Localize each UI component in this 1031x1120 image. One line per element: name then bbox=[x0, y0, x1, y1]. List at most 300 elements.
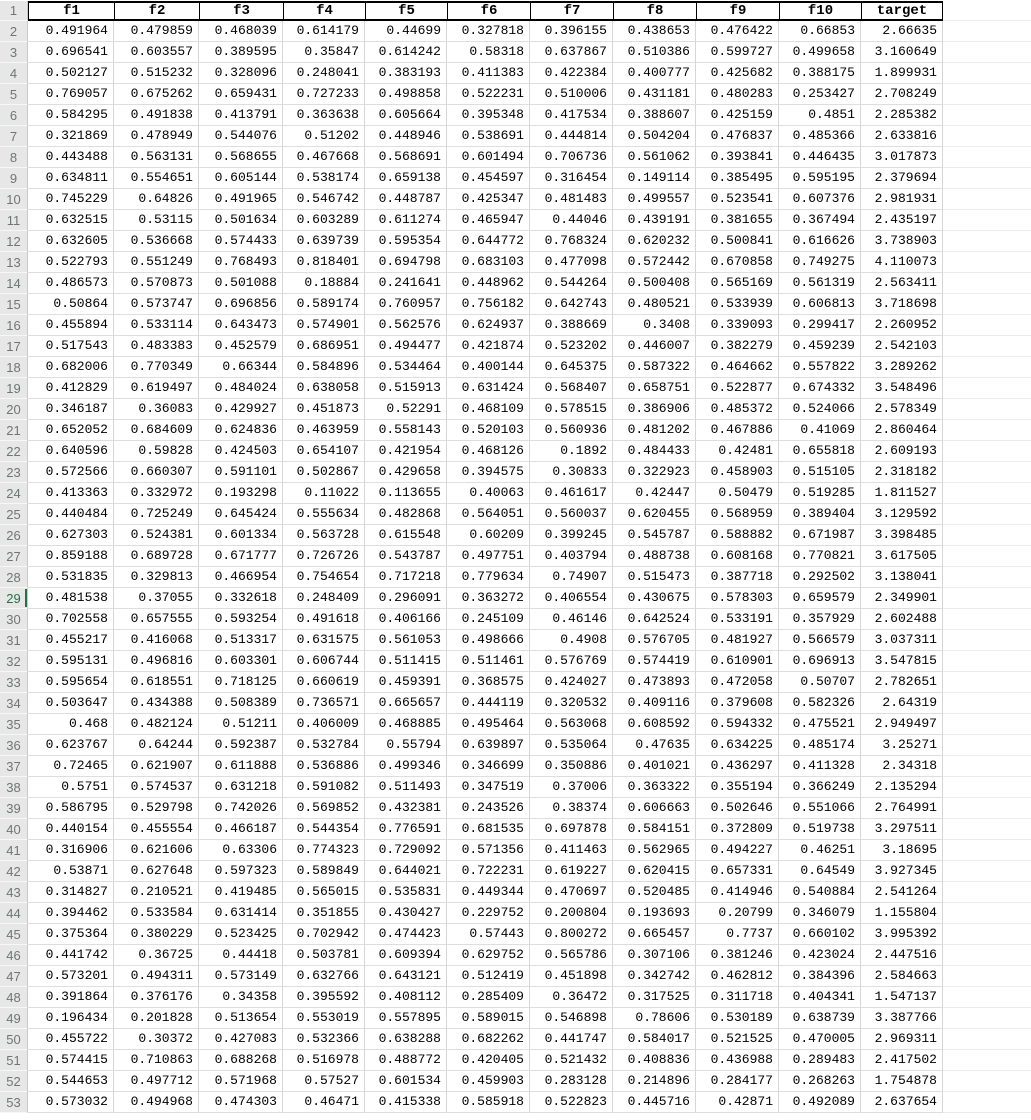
cell-target-row29[interactable]: 2.349901 bbox=[861, 588, 943, 609]
cell-f5-row35[interactable]: 0.468885 bbox=[365, 714, 447, 735]
cell-f2-row21[interactable]: 0.684609 bbox=[114, 420, 199, 441]
cell-f9-row36[interactable]: 0.634225 bbox=[696, 735, 779, 756]
cell-f9-row21[interactable]: 0.467886 bbox=[696, 420, 779, 441]
empty-cell[interactable] bbox=[943, 777, 1031, 798]
cell-f5-row10[interactable]: 0.448787 bbox=[365, 189, 447, 210]
row-number-cell[interactable]: 7 bbox=[0, 126, 28, 147]
cell-f7-row21[interactable]: 0.560936 bbox=[530, 420, 613, 441]
cell-f5-row34[interactable]: 0.665657 bbox=[365, 693, 447, 714]
cell-f3-row35[interactable]: 0.51211 bbox=[199, 714, 283, 735]
cell-target-row33[interactable]: 2.782651 bbox=[861, 672, 943, 693]
cell-f2-row12[interactable]: 0.536668 bbox=[114, 231, 199, 252]
cell-target-row46[interactable]: 2.447516 bbox=[861, 945, 943, 966]
cell-f5-row48[interactable]: 0.408112 bbox=[365, 987, 447, 1008]
cell-f7-row15[interactable]: 0.642743 bbox=[530, 294, 613, 315]
empty-cell[interactable] bbox=[943, 273, 1031, 294]
cell-f7-row40[interactable]: 0.697878 bbox=[530, 819, 613, 840]
cell-f3-row49[interactable]: 0.513654 bbox=[199, 1008, 283, 1029]
cell-f2-row27[interactable]: 0.689728 bbox=[114, 546, 199, 567]
row-number-cell[interactable]: 28 bbox=[0, 567, 28, 588]
cell-target-row15[interactable]: 3.718698 bbox=[861, 294, 943, 315]
row-number-cell[interactable]: 1 bbox=[0, 1, 28, 21]
empty-cell[interactable] bbox=[943, 1029, 1031, 1050]
row-number-cell[interactable]: 37 bbox=[0, 756, 28, 777]
cell-f3-row45[interactable]: 0.523425 bbox=[199, 924, 283, 945]
cell-f9-row3[interactable]: 0.599727 bbox=[696, 42, 779, 63]
cell-f6-row24[interactable]: 0.40063 bbox=[447, 483, 530, 504]
cell-f2-row9[interactable]: 0.554651 bbox=[114, 168, 199, 189]
cell-f1-row10[interactable]: 0.745229 bbox=[28, 189, 114, 210]
row-number-cell[interactable]: 47 bbox=[0, 966, 28, 987]
cell-f9-row29[interactable]: 0.578303 bbox=[696, 588, 779, 609]
cell-f7-row47[interactable]: 0.451898 bbox=[530, 966, 613, 987]
cell-f2-row46[interactable]: 0.36725 bbox=[114, 945, 199, 966]
cell-f3-row50[interactable]: 0.427083 bbox=[199, 1029, 283, 1050]
empty-cell[interactable] bbox=[943, 1092, 1031, 1113]
cell-f10-row14[interactable]: 0.561319 bbox=[779, 273, 861, 294]
cell-f8-row28[interactable]: 0.515473 bbox=[613, 567, 696, 588]
cell-f10-row29[interactable]: 0.659579 bbox=[779, 588, 861, 609]
cell-f4-row39[interactable]: 0.569852 bbox=[283, 798, 365, 819]
cell-f8-row41[interactable]: 0.562965 bbox=[613, 840, 696, 861]
cell-f2-row38[interactable]: 0.574537 bbox=[114, 777, 199, 798]
cell-target-row13[interactable]: 4.110073 bbox=[861, 252, 943, 273]
cell-f2-row49[interactable]: 0.201828 bbox=[114, 1008, 199, 1029]
cell-f10-row25[interactable]: 0.389404 bbox=[779, 504, 861, 525]
cell-f1-row45[interactable]: 0.375364 bbox=[28, 924, 114, 945]
row-number-cell[interactable]: 32 bbox=[0, 651, 28, 672]
cell-f6-row51[interactable]: 0.420405 bbox=[447, 1050, 530, 1071]
cell-f7-row45[interactable]: 0.800272 bbox=[530, 924, 613, 945]
cell-f5-row31[interactable]: 0.561053 bbox=[365, 630, 447, 651]
cell-f1-row23[interactable]: 0.572566 bbox=[28, 462, 114, 483]
cell-f10-row18[interactable]: 0.557822 bbox=[779, 357, 861, 378]
cell-f10-row32[interactable]: 0.696913 bbox=[779, 651, 861, 672]
cell-f1-row44[interactable]: 0.394462 bbox=[28, 903, 114, 924]
cell-f7-row2[interactable]: 0.396155 bbox=[530, 21, 613, 42]
cell-f7-row50[interactable]: 0.441747 bbox=[530, 1029, 613, 1050]
cell-f3-row39[interactable]: 0.742026 bbox=[199, 798, 283, 819]
cell-f2-row34[interactable]: 0.434388 bbox=[114, 693, 199, 714]
cell-f3-row41[interactable]: 0.63306 bbox=[199, 840, 283, 861]
row-number-cell[interactable]: 15 bbox=[0, 294, 28, 315]
cell-target-row19[interactable]: 3.548496 bbox=[861, 378, 943, 399]
cell-f10-row19[interactable]: 0.674332 bbox=[779, 378, 861, 399]
cell-f8-row33[interactable]: 0.473893 bbox=[613, 672, 696, 693]
cell-f1-row11[interactable]: 0.632515 bbox=[28, 210, 114, 231]
empty-cell[interactable] bbox=[943, 987, 1031, 1008]
cell-f10-row11[interactable]: 0.367494 bbox=[779, 210, 861, 231]
cell-f3-row7[interactable]: 0.544076 bbox=[199, 126, 283, 147]
cell-f9-row8[interactable]: 0.393841 bbox=[696, 147, 779, 168]
cell-f4-row8[interactable]: 0.467668 bbox=[283, 147, 365, 168]
cell-f5-row22[interactable]: 0.421954 bbox=[365, 441, 447, 462]
cell-f8-row26[interactable]: 0.545787 bbox=[613, 525, 696, 546]
cell-f5-row8[interactable]: 0.568691 bbox=[365, 147, 447, 168]
cell-target-row37[interactable]: 2.34318 bbox=[861, 756, 943, 777]
cell-target-row4[interactable]: 1.899931 bbox=[861, 63, 943, 84]
cell-f10-row42[interactable]: 0.64549 bbox=[779, 861, 861, 882]
cell-f4-row15[interactable]: 0.589174 bbox=[283, 294, 365, 315]
cell-f5-row46[interactable]: 0.609394 bbox=[365, 945, 447, 966]
cell-f2-row51[interactable]: 0.710863 bbox=[114, 1050, 199, 1071]
cell-f3-row8[interactable]: 0.568655 bbox=[199, 147, 283, 168]
cell-f10-row51[interactable]: 0.289483 bbox=[779, 1050, 861, 1071]
cell-f2-row32[interactable]: 0.496816 bbox=[114, 651, 199, 672]
cell-target-row8[interactable]: 3.017873 bbox=[861, 147, 943, 168]
cell-f10-row3[interactable]: 0.499658 bbox=[779, 42, 861, 63]
cell-f10-row5[interactable]: 0.253427 bbox=[779, 84, 861, 105]
cell-f6-row42[interactable]: 0.722231 bbox=[447, 861, 530, 882]
cell-f3-row51[interactable]: 0.688268 bbox=[199, 1050, 283, 1071]
cell-f1-row24[interactable]: 0.413363 bbox=[28, 483, 114, 504]
cell-target-row44[interactable]: 1.155804 bbox=[861, 903, 943, 924]
empty-cell[interactable] bbox=[943, 21, 1031, 42]
cell-f6-row10[interactable]: 0.425347 bbox=[447, 189, 530, 210]
cell-f4-row18[interactable]: 0.584896 bbox=[283, 357, 365, 378]
cell-target-row22[interactable]: 2.609193 bbox=[861, 441, 943, 462]
cell-f9-row32[interactable]: 0.610901 bbox=[696, 651, 779, 672]
cell-f8-row38[interactable]: 0.363322 bbox=[613, 777, 696, 798]
cell-f4-row32[interactable]: 0.606744 bbox=[283, 651, 365, 672]
empty-cell[interactable] bbox=[943, 735, 1031, 756]
cell-f7-row37[interactable]: 0.350886 bbox=[530, 756, 613, 777]
cell-f2-row48[interactable]: 0.376176 bbox=[114, 987, 199, 1008]
cell-f7-row42[interactable]: 0.619227 bbox=[530, 861, 613, 882]
cell-f1-row49[interactable]: 0.196434 bbox=[28, 1008, 114, 1029]
cell-f2-row15[interactable]: 0.573747 bbox=[114, 294, 199, 315]
cell-target-row12[interactable]: 3.738903 bbox=[861, 231, 943, 252]
cell-f9-row49[interactable]: 0.530189 bbox=[696, 1008, 779, 1029]
cell-f3-row27[interactable]: 0.671777 bbox=[199, 546, 283, 567]
cell-f2-row52[interactable]: 0.497712 bbox=[114, 1071, 199, 1092]
empty-cell[interactable] bbox=[943, 420, 1031, 441]
cell-f3-row3[interactable]: 0.389595 bbox=[199, 42, 283, 63]
cell-f3-row12[interactable]: 0.574433 bbox=[199, 231, 283, 252]
row-number-cell[interactable]: 17 bbox=[0, 336, 28, 357]
cell-f3-row16[interactable]: 0.643473 bbox=[199, 315, 283, 336]
empty-cell[interactable] bbox=[943, 651, 1031, 672]
empty-cell[interactable] bbox=[943, 756, 1031, 777]
cell-f9-row35[interactable]: 0.594332 bbox=[696, 714, 779, 735]
empty-cell[interactable] bbox=[943, 567, 1031, 588]
cell-f7-row24[interactable]: 0.461617 bbox=[530, 483, 613, 504]
cell-f5-row6[interactable]: 0.605664 bbox=[365, 105, 447, 126]
cell-f5-row26[interactable]: 0.615548 bbox=[365, 525, 447, 546]
cell-f5-row42[interactable]: 0.644021 bbox=[365, 861, 447, 882]
cell-f4-row17[interactable]: 0.686951 bbox=[283, 336, 365, 357]
row-number-cell[interactable]: 26 bbox=[0, 525, 28, 546]
cell-f6-row4[interactable]: 0.411383 bbox=[447, 63, 530, 84]
cell-f10-row39[interactable]: 0.551066 bbox=[779, 798, 861, 819]
cell-f6-row43[interactable]: 0.449344 bbox=[447, 882, 530, 903]
empty-cell[interactable] bbox=[943, 609, 1031, 630]
row-number-cell[interactable]: 4 bbox=[0, 63, 28, 84]
cell-f10-row37[interactable]: 0.411328 bbox=[779, 756, 861, 777]
cell-f8-row43[interactable]: 0.520485 bbox=[613, 882, 696, 903]
cell-f6-row31[interactable]: 0.498666 bbox=[447, 630, 530, 651]
cell-f7-row41[interactable]: 0.411463 bbox=[530, 840, 613, 861]
cell-f9-row17[interactable]: 0.382279 bbox=[696, 336, 779, 357]
cell-f10-row21[interactable]: 0.41069 bbox=[779, 420, 861, 441]
cell-f9-row33[interactable]: 0.472058 bbox=[696, 672, 779, 693]
empty-cell[interactable] bbox=[943, 378, 1031, 399]
cell-f10-row26[interactable]: 0.671987 bbox=[779, 525, 861, 546]
cell-f3-row46[interactable]: 0.44418 bbox=[199, 945, 283, 966]
cell-f6-row5[interactable]: 0.522231 bbox=[447, 84, 530, 105]
cell-f6-row20[interactable]: 0.468109 bbox=[447, 399, 530, 420]
cell-target-row34[interactable]: 2.64319 bbox=[861, 693, 943, 714]
cell-f4-row23[interactable]: 0.502867 bbox=[283, 462, 365, 483]
cell-target-row5[interactable]: 2.708249 bbox=[861, 84, 943, 105]
row-number-cell[interactable]: 31 bbox=[0, 630, 28, 651]
cell-f10-row16[interactable]: 0.299417 bbox=[779, 315, 861, 336]
cell-f8-row5[interactable]: 0.431181 bbox=[613, 84, 696, 105]
empty-cell[interactable] bbox=[943, 903, 1031, 924]
cell-f10-row28[interactable]: 0.292502 bbox=[779, 567, 861, 588]
empty-cell[interactable] bbox=[943, 336, 1031, 357]
cell-f1-row50[interactable]: 0.455722 bbox=[28, 1029, 114, 1050]
cell-f8-row16[interactable]: 0.3408 bbox=[613, 315, 696, 336]
row-number-cell[interactable]: 13 bbox=[0, 252, 28, 273]
empty-cell[interactable] bbox=[943, 1, 1031, 21]
cell-f5-row4[interactable]: 0.383193 bbox=[365, 63, 447, 84]
cell-target-row31[interactable]: 3.037311 bbox=[861, 630, 943, 651]
cell-f8-row47[interactable]: 0.342742 bbox=[613, 966, 696, 987]
cell-f5-row13[interactable]: 0.694798 bbox=[365, 252, 447, 273]
cell-f6-row9[interactable]: 0.454597 bbox=[447, 168, 530, 189]
cell-f5-row24[interactable]: 0.113655 bbox=[365, 483, 447, 504]
cell-f5-row50[interactable]: 0.638288 bbox=[365, 1029, 447, 1050]
empty-cell[interactable] bbox=[943, 819, 1031, 840]
cell-f3-row21[interactable]: 0.624836 bbox=[199, 420, 283, 441]
cell-f4-row31[interactable]: 0.631575 bbox=[283, 630, 365, 651]
cell-target-row17[interactable]: 2.542103 bbox=[861, 336, 943, 357]
cell-f4-row49[interactable]: 0.553019 bbox=[283, 1008, 365, 1029]
cell-target-row50[interactable]: 2.969311 bbox=[861, 1029, 943, 1050]
cell-f9-row4[interactable]: 0.425682 bbox=[696, 63, 779, 84]
cell-f4-row38[interactable]: 0.591082 bbox=[283, 777, 365, 798]
cell-f7-row49[interactable]: 0.546898 bbox=[530, 1008, 613, 1029]
cell-f1-row27[interactable]: 0.859188 bbox=[28, 546, 114, 567]
cell-f1-row47[interactable]: 0.573201 bbox=[28, 966, 114, 987]
cell-f6-row17[interactable]: 0.421874 bbox=[447, 336, 530, 357]
cell-f3-row36[interactable]: 0.592387 bbox=[199, 735, 283, 756]
cell-f8-row27[interactable]: 0.488738 bbox=[613, 546, 696, 567]
cell-f5-row16[interactable]: 0.562576 bbox=[365, 315, 447, 336]
row-number-cell[interactable]: 18 bbox=[0, 357, 28, 378]
column-header-f7[interactable]: f7 bbox=[530, 1, 613, 21]
row-number-cell[interactable]: 50 bbox=[0, 1029, 28, 1050]
cell-f9-row51[interactable]: 0.436988 bbox=[696, 1050, 779, 1071]
cell-f3-row17[interactable]: 0.452579 bbox=[199, 336, 283, 357]
cell-f7-row12[interactable]: 0.768324 bbox=[530, 231, 613, 252]
cell-f2-row28[interactable]: 0.329813 bbox=[114, 567, 199, 588]
cell-f8-row22[interactable]: 0.484433 bbox=[613, 441, 696, 462]
cell-f9-row10[interactable]: 0.523541 bbox=[696, 189, 779, 210]
row-number-cell[interactable]: 44 bbox=[0, 903, 28, 924]
cell-f2-row40[interactable]: 0.455554 bbox=[114, 819, 199, 840]
cell-f9-row12[interactable]: 0.500841 bbox=[696, 231, 779, 252]
cell-f1-row15[interactable]: 0.50864 bbox=[28, 294, 114, 315]
cell-f7-row10[interactable]: 0.481483 bbox=[530, 189, 613, 210]
cell-f4-row13[interactable]: 0.818401 bbox=[283, 252, 365, 273]
empty-cell[interactable] bbox=[943, 315, 1031, 336]
cell-f5-row5[interactable]: 0.498858 bbox=[365, 84, 447, 105]
cell-f4-row44[interactable]: 0.351855 bbox=[283, 903, 365, 924]
cell-f10-row50[interactable]: 0.470005 bbox=[779, 1029, 861, 1050]
cell-f2-row8[interactable]: 0.563131 bbox=[114, 147, 199, 168]
cell-f10-row45[interactable]: 0.660102 bbox=[779, 924, 861, 945]
cell-target-row38[interactable]: 2.135294 bbox=[861, 777, 943, 798]
cell-f10-row47[interactable]: 0.384396 bbox=[779, 966, 861, 987]
empty-cell[interactable] bbox=[943, 546, 1031, 567]
cell-target-row32[interactable]: 3.547815 bbox=[861, 651, 943, 672]
cell-f7-row6[interactable]: 0.417534 bbox=[530, 105, 613, 126]
cell-f1-row48[interactable]: 0.391864 bbox=[28, 987, 114, 1008]
cell-target-row9[interactable]: 2.379694 bbox=[861, 168, 943, 189]
cell-f6-row36[interactable]: 0.639897 bbox=[447, 735, 530, 756]
cell-f8-row17[interactable]: 0.446007 bbox=[613, 336, 696, 357]
cell-f7-row14[interactable]: 0.544264 bbox=[530, 273, 613, 294]
cell-f3-row10[interactable]: 0.491965 bbox=[199, 189, 283, 210]
cell-f7-row8[interactable]: 0.706736 bbox=[530, 147, 613, 168]
cell-f5-row23[interactable]: 0.429658 bbox=[365, 462, 447, 483]
cell-f7-row43[interactable]: 0.470697 bbox=[530, 882, 613, 903]
cell-f1-row42[interactable]: 0.53871 bbox=[28, 861, 114, 882]
cell-f2-row5[interactable]: 0.675262 bbox=[114, 84, 199, 105]
cell-f4-row34[interactable]: 0.736571 bbox=[283, 693, 365, 714]
cell-f7-row48[interactable]: 0.36472 bbox=[530, 987, 613, 1008]
cell-f1-row5[interactable]: 0.769057 bbox=[28, 84, 114, 105]
column-header-f5[interactable]: f5 bbox=[365, 1, 447, 21]
cell-f8-row24[interactable]: 0.42447 bbox=[613, 483, 696, 504]
cell-f5-row29[interactable]: 0.296091 bbox=[365, 588, 447, 609]
cell-f1-row25[interactable]: 0.440484 bbox=[28, 504, 114, 525]
cell-f1-row53[interactable]: 0.573032 bbox=[28, 1092, 114, 1113]
cell-target-row6[interactable]: 2.285382 bbox=[861, 105, 943, 126]
empty-cell[interactable] bbox=[943, 294, 1031, 315]
column-header-f2[interactable]: f2 bbox=[114, 1, 199, 21]
cell-f9-row9[interactable]: 0.385495 bbox=[696, 168, 779, 189]
cell-f4-row21[interactable]: 0.463959 bbox=[283, 420, 365, 441]
cell-f6-row41[interactable]: 0.571356 bbox=[447, 840, 530, 861]
cell-f2-row7[interactable]: 0.478949 bbox=[114, 126, 199, 147]
cell-f6-row50[interactable]: 0.682262 bbox=[447, 1029, 530, 1050]
cell-f6-row23[interactable]: 0.394575 bbox=[447, 462, 530, 483]
cell-f3-row26[interactable]: 0.601334 bbox=[199, 525, 283, 546]
cell-f1-row52[interactable]: 0.544653 bbox=[28, 1071, 114, 1092]
column-header-f3[interactable]: f3 bbox=[199, 1, 283, 21]
cell-f6-row44[interactable]: 0.229752 bbox=[447, 903, 530, 924]
cell-f2-row42[interactable]: 0.627648 bbox=[114, 861, 199, 882]
cell-f3-row13[interactable]: 0.768493 bbox=[199, 252, 283, 273]
cell-f8-row10[interactable]: 0.499557 bbox=[613, 189, 696, 210]
cell-f10-row33[interactable]: 0.50707 bbox=[779, 672, 861, 693]
cell-target-row25[interactable]: 3.129592 bbox=[861, 504, 943, 525]
cell-f3-row42[interactable]: 0.597323 bbox=[199, 861, 283, 882]
cell-target-row7[interactable]: 2.633816 bbox=[861, 126, 943, 147]
cell-f3-row38[interactable]: 0.631218 bbox=[199, 777, 283, 798]
cell-f2-row2[interactable]: 0.479859 bbox=[114, 21, 199, 42]
cell-f10-row27[interactable]: 0.770821 bbox=[779, 546, 861, 567]
cell-f4-row4[interactable]: 0.248041 bbox=[283, 63, 365, 84]
row-number-cell[interactable]: 48 bbox=[0, 987, 28, 1008]
cell-f3-row5[interactable]: 0.659431 bbox=[199, 84, 283, 105]
row-number-cell-active[interactable]: 29 bbox=[0, 588, 28, 609]
empty-cell[interactable] bbox=[943, 672, 1031, 693]
cell-f1-row26[interactable]: 0.627303 bbox=[28, 525, 114, 546]
row-number-cell[interactable]: 51 bbox=[0, 1050, 28, 1071]
cell-f10-row15[interactable]: 0.606813 bbox=[779, 294, 861, 315]
cell-f3-row32[interactable]: 0.603301 bbox=[199, 651, 283, 672]
cell-f8-row20[interactable]: 0.386906 bbox=[613, 399, 696, 420]
cell-f1-row6[interactable]: 0.584295 bbox=[28, 105, 114, 126]
cell-f7-row9[interactable]: 0.316454 bbox=[530, 168, 613, 189]
cell-f10-row44[interactable]: 0.346079 bbox=[779, 903, 861, 924]
cell-f1-row46[interactable]: 0.441742 bbox=[28, 945, 114, 966]
cell-f3-row22[interactable]: 0.424503 bbox=[199, 441, 283, 462]
row-number-cell[interactable]: 49 bbox=[0, 1008, 28, 1029]
cell-f1-row38[interactable]: 0.5751 bbox=[28, 777, 114, 798]
empty-cell[interactable] bbox=[943, 441, 1031, 462]
cell-f3-row34[interactable]: 0.508389 bbox=[199, 693, 283, 714]
cell-f7-row32[interactable]: 0.576769 bbox=[530, 651, 613, 672]
cell-f1-row34[interactable]: 0.503647 bbox=[28, 693, 114, 714]
cell-f9-row39[interactable]: 0.502646 bbox=[696, 798, 779, 819]
column-header-f8[interactable]: f8 bbox=[613, 1, 696, 21]
row-number-cell[interactable]: 5 bbox=[0, 84, 28, 105]
cell-f9-row47[interactable]: 0.462812 bbox=[696, 966, 779, 987]
cell-f5-row17[interactable]: 0.494477 bbox=[365, 336, 447, 357]
cell-target-row27[interactable]: 3.617505 bbox=[861, 546, 943, 567]
cell-f1-row28[interactable]: 0.531835 bbox=[28, 567, 114, 588]
cell-f9-row28[interactable]: 0.387718 bbox=[696, 567, 779, 588]
cell-f5-row37[interactable]: 0.499346 bbox=[365, 756, 447, 777]
empty-cell[interactable] bbox=[943, 861, 1031, 882]
cell-f3-row43[interactable]: 0.419485 bbox=[199, 882, 283, 903]
cell-f4-row5[interactable]: 0.727233 bbox=[283, 84, 365, 105]
column-header-f4[interactable]: f4 bbox=[283, 1, 365, 21]
cell-f8-row8[interactable]: 0.561062 bbox=[613, 147, 696, 168]
column-header-target[interactable]: target bbox=[861, 1, 943, 21]
empty-cell[interactable] bbox=[943, 924, 1031, 945]
cell-f6-row25[interactable]: 0.564051 bbox=[447, 504, 530, 525]
cell-f9-row15[interactable]: 0.533939 bbox=[696, 294, 779, 315]
cell-f10-row49[interactable]: 0.638739 bbox=[779, 1008, 861, 1029]
row-number-cell[interactable]: 45 bbox=[0, 924, 28, 945]
cell-f2-row41[interactable]: 0.621606 bbox=[114, 840, 199, 861]
cell-f3-row52[interactable]: 0.571968 bbox=[199, 1071, 283, 1092]
cell-f2-row31[interactable]: 0.416068 bbox=[114, 630, 199, 651]
cell-f10-row31[interactable]: 0.566579 bbox=[779, 630, 861, 651]
cell-f4-row42[interactable]: 0.589849 bbox=[283, 861, 365, 882]
cell-f4-row27[interactable]: 0.726726 bbox=[283, 546, 365, 567]
cell-f3-row47[interactable]: 0.573149 bbox=[199, 966, 283, 987]
cell-f7-row52[interactable]: 0.283128 bbox=[530, 1071, 613, 1092]
empty-cell[interactable] bbox=[943, 588, 1031, 609]
cell-f5-row14[interactable]: 0.241641 bbox=[365, 273, 447, 294]
cell-f9-row20[interactable]: 0.485372 bbox=[696, 399, 779, 420]
cell-f8-row35[interactable]: 0.608592 bbox=[613, 714, 696, 735]
cell-f3-row29[interactable]: 0.332618 bbox=[199, 588, 283, 609]
cell-f8-row39[interactable]: 0.606663 bbox=[613, 798, 696, 819]
cell-f7-row25[interactable]: 0.560037 bbox=[530, 504, 613, 525]
cell-f7-row19[interactable]: 0.568407 bbox=[530, 378, 613, 399]
cell-f7-row35[interactable]: 0.563068 bbox=[530, 714, 613, 735]
cell-f4-row52[interactable]: 0.57527 bbox=[283, 1071, 365, 1092]
empty-cell[interactable] bbox=[943, 630, 1031, 651]
